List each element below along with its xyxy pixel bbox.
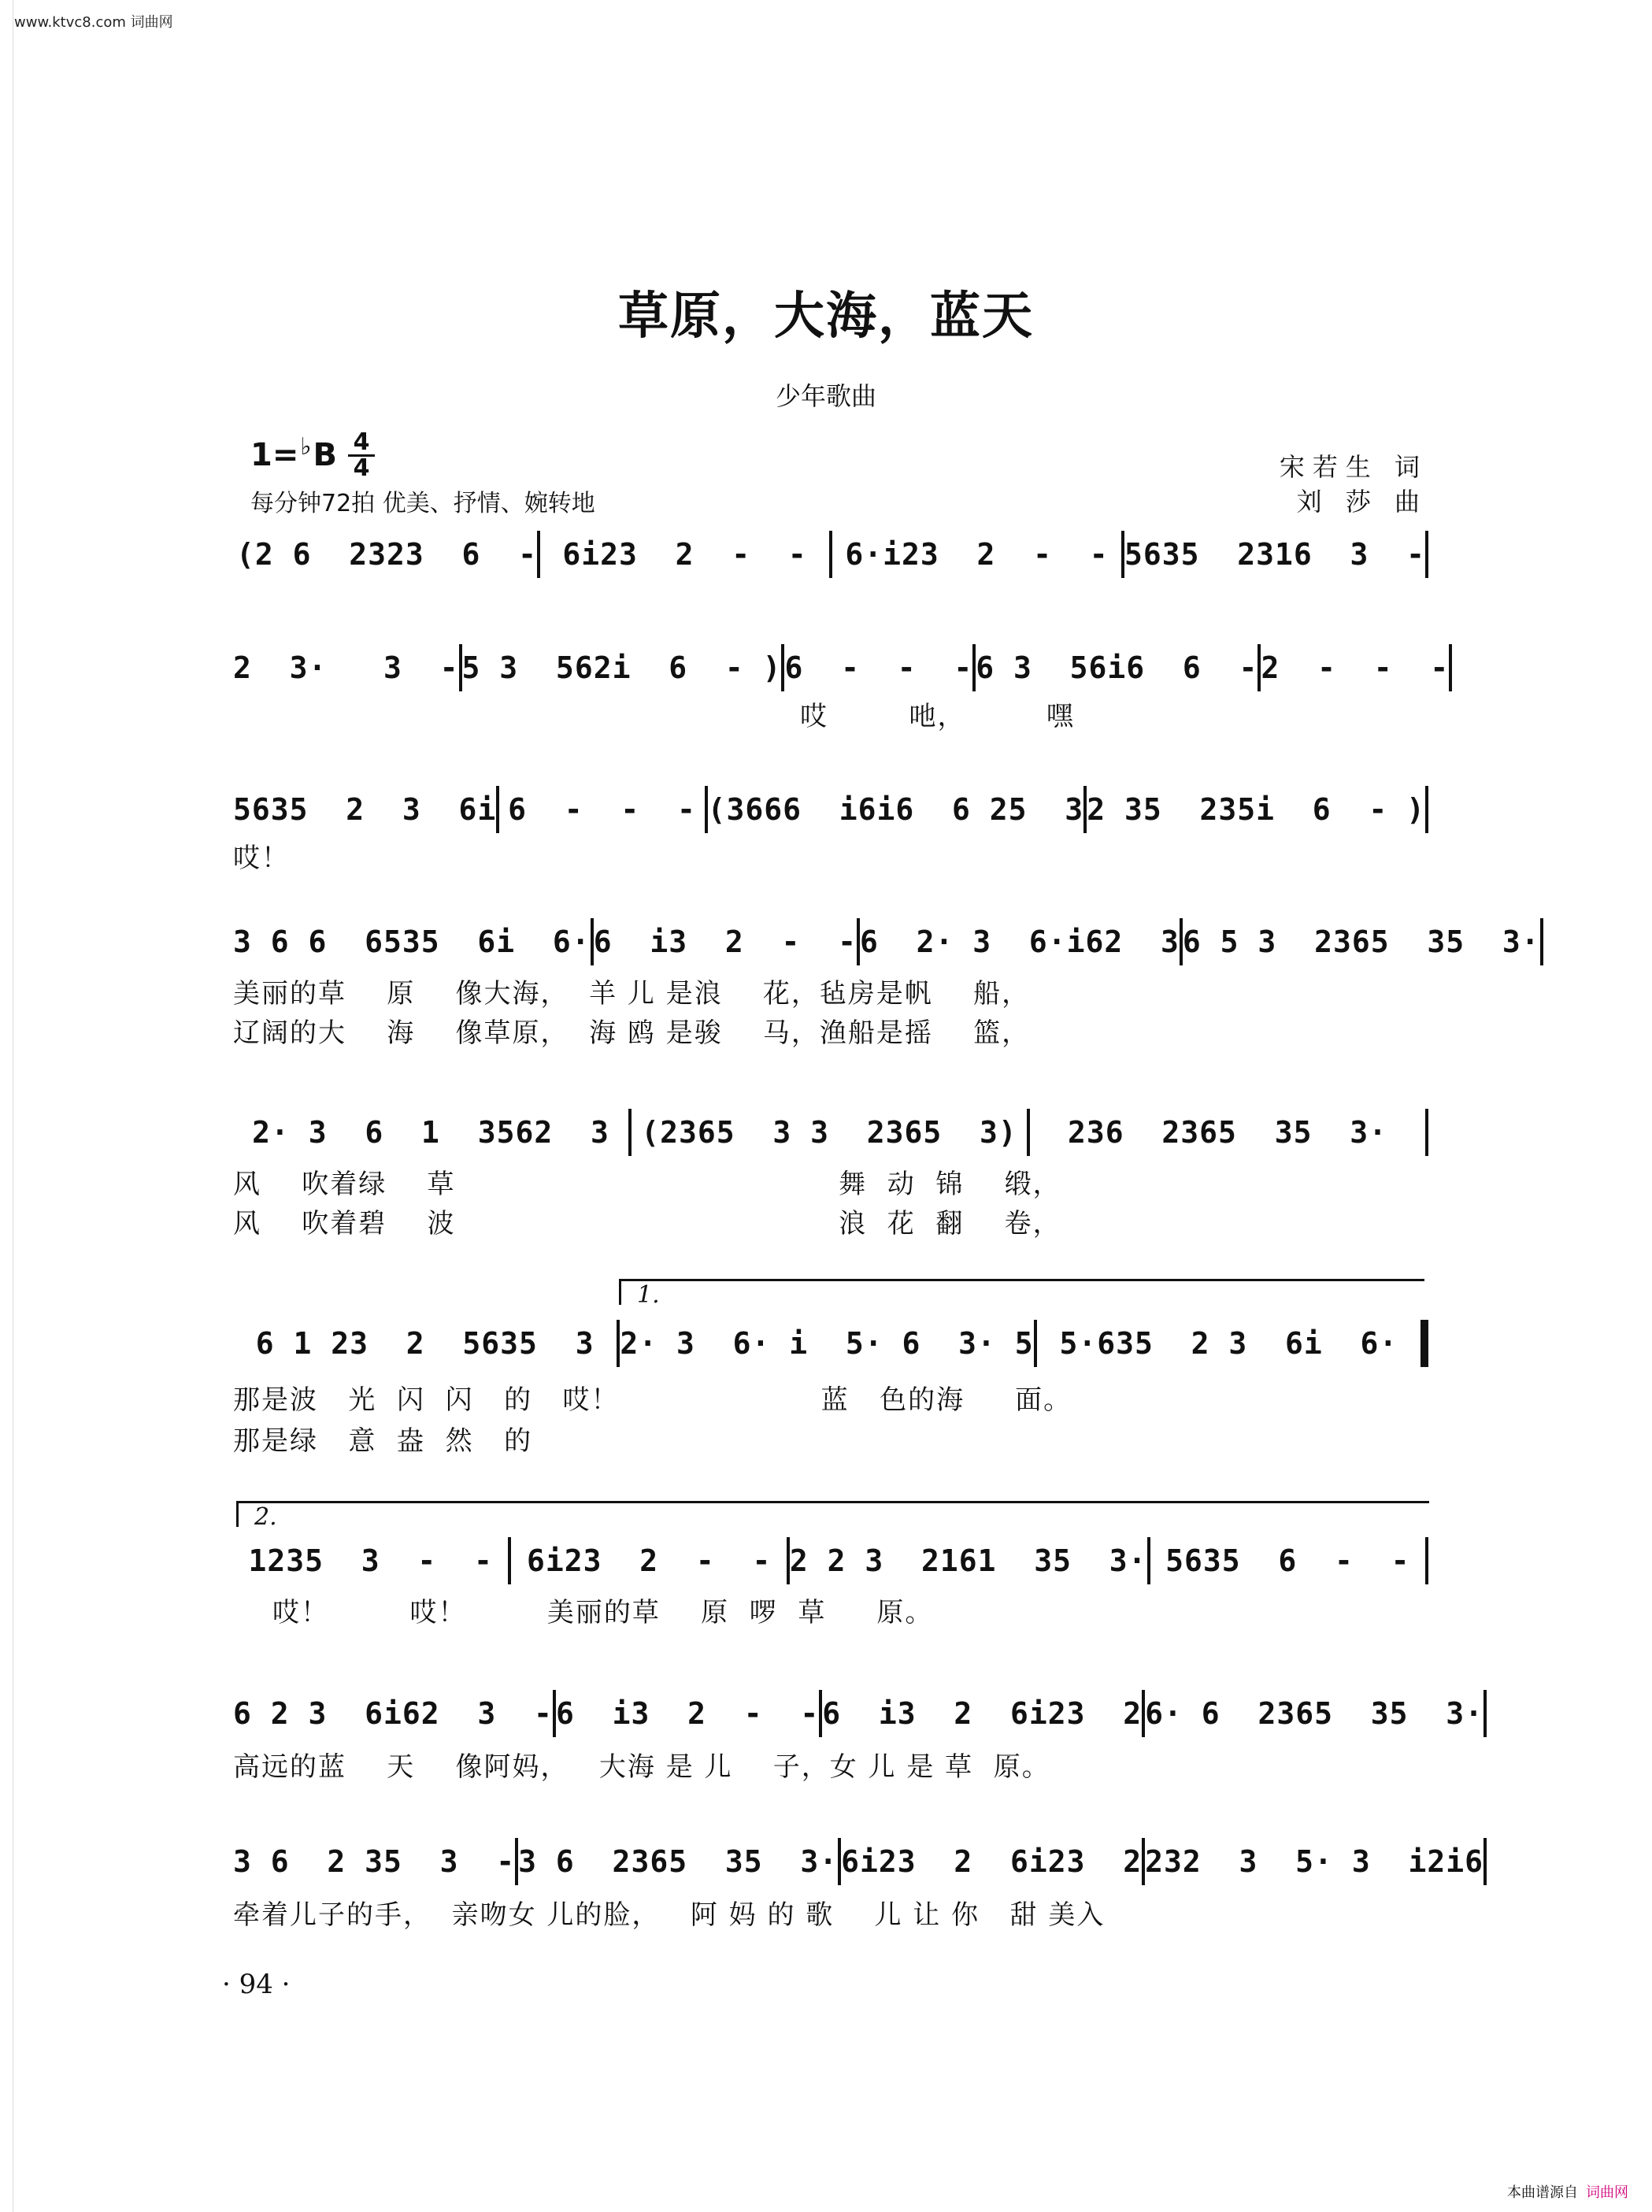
barline [1425, 1537, 1428, 1584]
composer-credit: 刘 莎 曲 [1296, 487, 1428, 517]
measure: 2 2 3 2161 35 3· [789, 1543, 1147, 1578]
volta-bracket-1 [619, 1279, 1424, 1309]
measure: 6 2· 3 6·i62 3 [859, 924, 1180, 959]
measure: 6 - - - [508, 792, 696, 827]
time-signature [348, 428, 375, 482]
site-watermark: www.ktvc8.com 词曲网 [14, 14, 173, 31]
measure: 6 3 56i6 6 - [976, 650, 1258, 685]
measure: 6 5 3 2365 35 3· [1182, 924, 1540, 959]
lyric-line: 牵着儿子的手， 亲吻女 儿的脸， 阿 妈 的 歌 儿 让 你 甜 美入 [233, 1899, 1106, 1931]
time-sig-bottom: 4 [353, 454, 370, 482]
stave-row-6 [233, 1318, 1428, 1369]
measure: 232 3 5· 3 i2i6 [1145, 1844, 1483, 1879]
repeat-end-barline [1420, 1320, 1428, 1367]
measure: 6 - - - [784, 650, 973, 685]
lyric-line: 高远的蓝 天 像阿妈， 大海 是 儿 子，女 儿 是 草 原。 [233, 1751, 1050, 1783]
stave-row-9 [233, 1836, 1483, 1887]
lyric-line: 哎！ 哎！ 美丽的草 原 啰 草 原。 [272, 1596, 934, 1628]
stave-row-4 [233, 917, 1540, 967]
barline [1425, 1109, 1428, 1156]
measure: 2· 3 6 1 3562 3 [252, 1115, 609, 1150]
lyric-line: 哎 吔， 嘿 [800, 700, 1075, 732]
time-sig-top: 4 [353, 428, 370, 456]
footer-source [1507, 2181, 1628, 2202]
measure: 5 3 562i 6 - ) [461, 650, 782, 685]
measure: 3 6 6 6535 6i 6· [233, 924, 591, 959]
page-subtitle: 少年歌曲 [775, 381, 876, 411]
measure: 236 2365 35 3· [1068, 1115, 1387, 1150]
stave-row-8 [233, 1688, 1483, 1739]
lyric-line: 风 吹着碧 波 浪 花 翻 卷， [233, 1207, 1061, 1239]
lyric-line: 风 吹着绿 草 舞 动 锦 缎， [233, 1168, 1061, 1200]
stave-row-5 [233, 1107, 1428, 1158]
measure: 6i23 2 - - [526, 1543, 772, 1578]
key-note: B [313, 437, 338, 473]
lyric-line: 那是绿 意 盎 然 的 [233, 1425, 533, 1457]
measure: 5635 2 3 6i [233, 792, 497, 827]
key-prefix: 1= [250, 437, 299, 473]
measure: 6·i23 2 - - [845, 537, 1109, 572]
barline [1483, 1690, 1487, 1737]
measure: 1235 3 - - [248, 1543, 493, 1578]
measure: 6 1 23 2 5635 3 [255, 1326, 594, 1361]
lyric-line: 哎！ [233, 842, 290, 874]
lyric-line: 那是波 光 闪 闪 的 哎！ 蓝 色的海 面。 [233, 1384, 1072, 1416]
measure: 2 3· 3 - [233, 650, 459, 685]
stave-row-2 [233, 643, 1450, 693]
measure: 6 2 3 6i62 3 - [233, 1696, 553, 1731]
stave-row-1 [233, 529, 1428, 580]
barline [1540, 918, 1543, 965]
measure: (2365 3 3 2365 3) [641, 1115, 1017, 1150]
barline [1425, 531, 1428, 578]
lyric-line: 美丽的草 原 像大海， 羊 儿 是浪 花，毡房是帆 船， [233, 977, 1031, 1010]
page-number: · 94 · [222, 1969, 291, 2000]
measure: 3 6 2 35 3 - [233, 1844, 516, 1879]
volta-number: 1. [637, 1281, 660, 1309]
volta-bracket-2 [236, 1501, 1429, 1531]
measure: 6 i3 2 6i23 2 [822, 1696, 1143, 1731]
measure: 6i23 2 - - [562, 537, 807, 572]
volta-number: 2. [254, 1503, 277, 1531]
measure: (2 6 2323 6 - [236, 537, 538, 572]
barline [1425, 786, 1428, 833]
barline [1449, 644, 1452, 691]
tempo-marking: 每分钟72拍 优美、抒情、婉转地 [250, 490, 595, 517]
flat-icon: ♭ [300, 433, 312, 461]
stave-row-7 [233, 1536, 1428, 1586]
measure: 2 35 235i 6 - ) [1087, 792, 1425, 827]
measure: 3 6 2365 35 3· [518, 1844, 839, 1879]
measure: 2 - - - [1261, 650, 1450, 685]
page-title: 草原，大海，蓝天 [618, 287, 1034, 346]
lyricist-credit: 宋若生 词 [1279, 452, 1428, 482]
lyric-line: 辽阔的大 海 像草原， 海 鸥 是骏 马，渔船是摇 篮， [233, 1017, 1031, 1049]
measure: 6· 6 2365 35 3· [1145, 1696, 1483, 1731]
measure: 5635 6 - - [1165, 1543, 1410, 1578]
key-signature [250, 433, 337, 473]
barline [1483, 1838, 1487, 1885]
measure: 6i23 2 6i23 2 [841, 1844, 1143, 1879]
measure: 5635 2316 3 - [1124, 537, 1425, 572]
measure: 5·635 2 3 6i 6· [1059, 1326, 1398, 1361]
footer-brand-link[interactable]: 词曲网 [1586, 2184, 1628, 2201]
measure: 2· 3 6· i 5· 6 3· 5 [620, 1326, 1034, 1361]
footer-text: 本曲谱源自 [1507, 2184, 1578, 2201]
stave-row-3 [233, 784, 1428, 835]
measure: 6 i3 2 - - [593, 924, 857, 959]
measure: 6 i3 2 - - [555, 1696, 820, 1731]
measure: (3666 i6i6 6 25 3 [707, 792, 1084, 827]
